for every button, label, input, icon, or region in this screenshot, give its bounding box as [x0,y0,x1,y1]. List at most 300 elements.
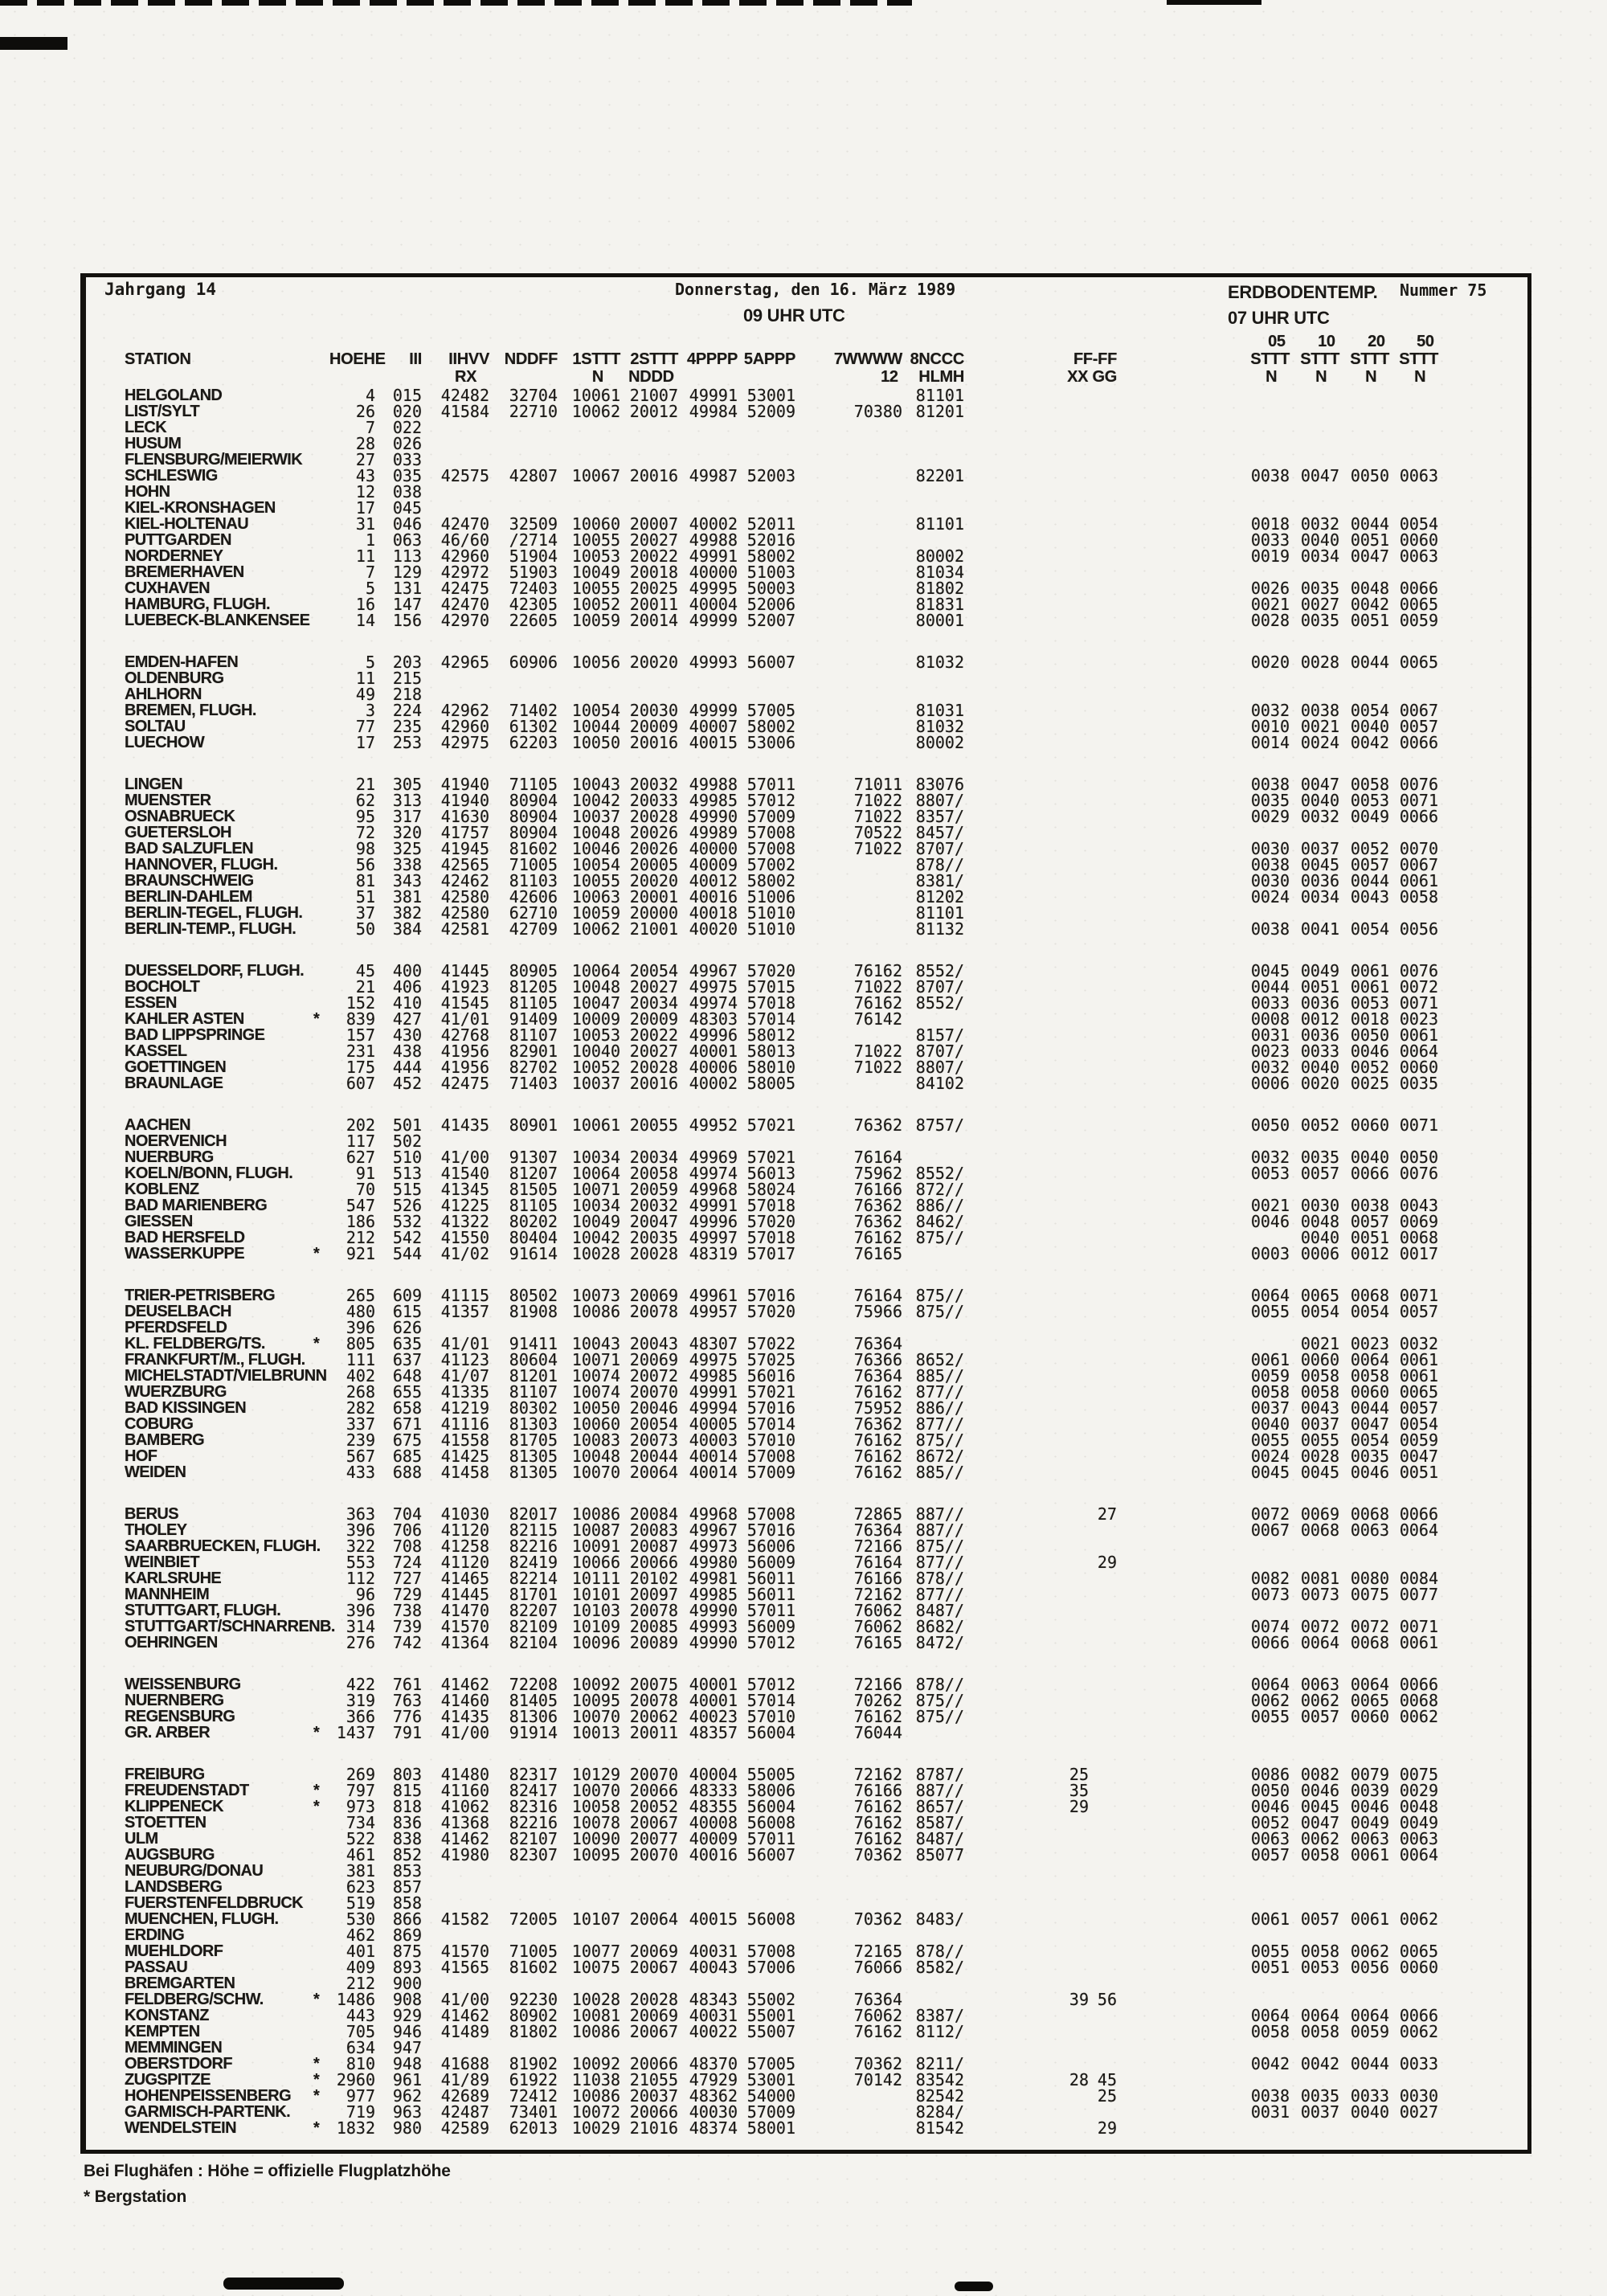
ff-gg-value [1089,1464,1117,1480]
group-2sttt: 20070 [629,1382,678,1402]
group-iihvv: 42475 [440,1074,489,1093]
group-8nccc: 8387/ [915,2006,964,2025]
group-7wwww: 76165 [853,1633,902,1652]
soil-temp-05: 0055 [1250,1707,1290,1726]
station-number: 609 [392,1286,422,1305]
station-height [329,368,375,386]
group-iihvv: 41630 [440,807,489,826]
station-row [80,2072,1527,2088]
ff-xx-value [964,670,1089,686]
soil-temp-10: 0040 [1300,1058,1339,1077]
bergstation-marker [313,1400,329,1416]
station-height: 5 [365,653,375,672]
station-row [80,889,1527,905]
group-5appp: 56011 [746,1585,795,1604]
group-7wwww: 70362 [853,1909,902,1929]
group-1sttt: 10078 [571,1813,620,1832]
group-1sttt: 10042 [571,791,620,810]
group-7wwww [795,500,902,516]
station-height: 21 [355,775,375,794]
ff-xx-value [964,1133,1089,1149]
group-8nccc: 8112/ [915,2022,964,2041]
soil-temp-20: 0053 [1350,791,1389,810]
station-block [80,963,1527,1091]
soil-temp-10 [1290,825,1339,841]
ff-xx-value [964,1676,1089,1692]
group-8nccc: 80002 [915,546,964,566]
station-number: 836 [392,1813,422,1832]
soil-temp-10: 0054 [1300,1302,1339,1321]
soil-temp-50: 0043 [1399,1196,1438,1215]
station-number: 803 [392,1765,422,1784]
ff-gg-value [1089,792,1117,808]
station-height: 433 [346,1463,375,1482]
ff-xx-value [964,1847,1089,1863]
station-number: 045 [392,498,422,518]
station-number: 147 [392,595,422,614]
station-height: 1832 [336,2118,375,2138]
bergstation-marker [313,1059,329,1075]
soil-temp-20: 0053 [1350,993,1389,1013]
group-1sttt: 10028 [571,1990,620,2009]
soil-temp-10: 0035 [1300,611,1339,630]
station-height: 202 [346,1115,375,1135]
group-4pppp: 40023 [689,1707,738,1726]
group-7wwww [795,905,902,921]
group-iihvv: 42960 [440,546,489,566]
station-name: MEMMINGEN [125,2039,223,2057]
group-nddff: 82216 [509,1537,558,1556]
soil-temp-05: 0055 [1250,1942,1290,1961]
ff-xx-value [964,1320,1089,1336]
header-row [80,368,1527,386]
bergstation-marker [313,1304,329,1320]
soil-temp-10: N [1315,368,1339,386]
group-iihvv: 41368 [440,1813,489,1832]
soil-temp-05 [1117,1927,1290,1943]
station-number: 035 [392,466,422,485]
group-iihvv: 41956 [440,1042,489,1061]
group-nddff: 22605 [509,611,558,630]
station-number: 963 [392,2102,422,2122]
group-7wwww [795,1027,902,1043]
station-row [80,2056,1527,2072]
station-name: BERLIN-TEGEL, FLUGH. [125,904,303,922]
bergstation-marker [313,596,329,612]
soil-temp-05: 0052 [1250,1813,1290,1832]
group-7wwww: 76066 [853,1958,902,1977]
group-2sttt: 20018 [629,563,678,582]
group-2sttt: 20028 [629,1058,678,1077]
soil-temp-10 [1290,2120,1339,2136]
group-4pppp: 49990 [689,1633,738,1652]
station-number: 513 [392,1164,422,1183]
ff-xx-value [964,484,1089,500]
group-iihvv: 41688 [440,2054,489,2073]
group-8nccc: 81101 [915,903,964,923]
soil-temp-50: 0069 [1399,1212,1438,1231]
soil-temp-05: 0040 [1250,1414,1290,1434]
bergstation-marker [313,1766,329,1782]
group-1sttt [558,1975,620,1991]
group-iihvv: 41115 [440,1286,489,1305]
group-8nccc: 8707/ [915,1042,964,1061]
group-iihvv [422,2040,489,2056]
soil-temp-10: 0033 [1300,1042,1339,1061]
group-1sttt [558,1895,620,1911]
group-1sttt: 10073 [571,1286,620,1305]
group-7wwww: 76162 [853,1707,902,1726]
ff-gg-value [1089,905,1117,921]
ff-gg-value [1089,1799,1117,1815]
group-2sttt: 20066 [629,1553,678,1572]
group-4pppp: 49984 [689,402,738,421]
soil-temp-05: 0042 [1250,2054,1290,2073]
station-number: 739 [392,1617,422,1636]
group-4pppp: 40015 [689,1909,738,1929]
soil-temp-10: 0012 [1300,1009,1339,1029]
station-height: 553 [346,1553,375,1572]
group-1sttt: 10086 [571,2086,620,2106]
group-8nccc: 8472/ [915,1633,964,1652]
group-1sttt: 10013 [571,1723,620,1742]
soil-temp-05: 0067 [1250,1520,1290,1540]
ff-gg-value [1089,1287,1117,1304]
bergstation-marker [313,1815,329,1831]
soil-temp-20: N [1365,368,1389,386]
ff-gg-value [1089,670,1117,686]
ff-gg-value [1089,776,1117,792]
group-nddff: 81303 [509,1414,558,1434]
station-row [80,1766,1527,1782]
station-height: 62 [355,791,375,810]
group-4pppp: 48319 [689,1244,738,1263]
bergstation-marker [313,702,329,718]
station-height: 547 [346,1196,375,1215]
soil-temp-20: 0044 [1350,2054,1389,2073]
station-name: KARLSRUHE [125,1570,222,1587]
station-number: 224 [392,701,422,720]
group-7wwww: 72166 [853,1537,902,1556]
group-nddff: 81305 [509,1463,558,1482]
group-iihvv: 41940 [440,775,489,794]
soil-temp-50 [1389,905,1438,921]
ff-xx-value [964,1230,1089,1246]
ff-xx-value [964,1554,1089,1570]
station-number: 729 [392,1585,422,1604]
group-2sttt: 20087 [629,1537,678,1556]
station-row [80,1133,1527,1149]
soil-temp-20 [1339,905,1389,921]
ff-xx-value [964,905,1089,921]
ff-xx-value: 28 [1069,2070,1089,2089]
group-1sttt: 10061 [571,386,620,405]
bergstation-marker: * [313,1010,320,1028]
soil-temp-50: 0072 [1399,977,1438,997]
station-name: NEUBURG/DONAU [125,1862,264,1880]
group-nddff: 62710 [509,903,558,923]
station-name: MUEHLDORF [125,1942,223,1960]
group-1sttt: 10043 [571,775,620,794]
bergstation-marker [313,995,329,1011]
station-height: 31 [355,514,375,534]
group-4pppp: 40001 [689,1675,738,1694]
group-7wwww: 76164 [853,1553,902,1572]
station-number [375,368,422,386]
bergstation-marker [313,1368,329,1384]
group-8nccc [902,1927,964,1943]
group-2sttt: 20032 [629,1196,678,1215]
group-nddff: 81305 [509,1447,558,1466]
ff-xx-value [964,1863,1089,1879]
soil-temp-10: 0072 [1300,1617,1339,1636]
group-4pppp: 40000 [689,563,738,582]
group-8nccc: 886// [915,1398,964,1418]
group-iihvv: 41470 [440,1601,489,1620]
soil-temp-50: 0061 [1399,1366,1438,1385]
ff-gg-value [1089,1895,1117,1911]
station-number: 815 [392,1781,422,1800]
station-row [80,484,1527,500]
group-1sttt [558,686,620,702]
group-8nccc: 8807/ [915,1058,964,1077]
group-nddff [489,1879,558,1895]
station-height: 396 [346,1601,375,1620]
soil-temp-10: 0058 [1300,1366,1339,1385]
group-4pppp: 40043 [689,1958,738,1977]
group-1sttt: 10107 [571,1909,620,1929]
ff-gg-value [1089,702,1117,718]
group-8nccc: 877// [915,1585,964,1604]
soil-temp-50: 0033 [1399,2054,1438,2073]
soil-temp-20: 0046 [1350,1797,1389,1816]
group-nddff: 81701 [509,1585,558,1604]
ff-gg-value [1089,1075,1117,1091]
station-number: 444 [392,1058,422,1077]
station-row [80,532,1527,548]
station-name: HOHN [125,483,170,501]
soil-temp-20: STTT [1350,350,1389,368]
group-7wwww [795,735,902,751]
station-height: 231 [346,1042,375,1061]
station-number: 515 [392,1180,422,1199]
group-5appp: 57009 [746,807,795,826]
group-8nccc: 83542 [915,2070,964,2089]
group-4pppp: 40004 [689,1765,738,1784]
station-number: 838 [392,1829,422,1848]
ff-gg-value [1089,995,1117,1011]
group-1sttt: 10064 [571,1164,620,1183]
station-number: 501 [392,1115,422,1135]
station-row [80,1586,1527,1602]
soil-temp-10: 0057 [1300,1707,1339,1726]
bergstation-marker: * [313,1991,320,2008]
ff-gg-value [1089,516,1117,532]
group-7wwww [795,333,902,350]
ff-xx-value [964,1246,1089,1262]
station-number: 382 [392,903,422,923]
station-name: BREMERHAVEN [125,563,244,581]
group-7wwww: 70380 [853,402,902,421]
group-4pppp: 48357 [689,1723,738,1742]
group-nddff: 81902 [509,2054,558,2073]
station-height: 7 [365,418,375,437]
soil-temp-05: 0086 [1250,1765,1290,1784]
ff-gg-value [1089,1692,1117,1709]
group-1sttt: 10109 [571,1617,620,1636]
station-row [80,1246,1527,1262]
bergstation-marker [313,403,329,420]
station-name: KIEL-KRONSHAGEN [125,499,276,517]
group-iihvv: 41/01 [440,1009,489,1029]
group-iihvv: 41445 [440,1585,489,1604]
group-1sttt: 10070 [571,1463,620,1482]
group-8nccc: 81831 [915,595,964,614]
ff-gg-value [1089,1766,1117,1782]
group-nddff: 81705 [509,1430,558,1450]
group-nddff: 81505 [509,1180,558,1199]
soil-temp-20: 0054 [1350,1430,1389,1450]
soil-temp-20: 0033 [1350,2086,1389,2106]
soil-temp-05: 0046 [1250,1797,1290,1816]
group-8nccc: 8552/ [915,1164,964,1183]
station-number: 320 [392,823,422,842]
group-nddff [489,1320,558,1336]
station-height: 239 [346,1430,375,1450]
ff-xx-value [964,596,1089,612]
group-2sttt: 20062 [629,1707,678,1726]
group-7wwww [795,596,902,612]
station-row [80,516,1527,532]
ff-gg-value [1089,2104,1117,2120]
group-iihvv [422,1975,489,1991]
group-nddff: 81105 [509,1196,558,1215]
station-number: 215 [392,669,422,688]
ff-xx-value [964,1506,1089,1522]
station-name: REGENSBURG [125,1708,235,1725]
group-4pppp: 49988 [689,775,738,794]
group-iihvv: 46/60 [440,530,489,550]
soil-temp-20: 0060 [1350,1115,1389,1135]
station-name: MUENSTER [125,792,211,809]
station-number: 218 [392,685,422,704]
soil-temp-10 [1290,686,1339,702]
station-height: 70 [355,1180,375,1199]
station-height: 152 [346,993,375,1013]
group-nddff: 82216 [509,1813,558,1832]
group-2sttt [620,1975,678,1991]
ff-gg-value [1089,1522,1117,1538]
soil-temp-50: 50 [1417,333,1438,350]
soil-temp-50: 0066 [1399,807,1438,826]
station-number: 818 [392,1797,422,1816]
group-iihvv: 42575 [440,466,489,485]
station-name: MANNHEIM [125,1586,210,1603]
station-row [80,792,1527,808]
bergstation-marker [313,387,329,403]
group-iihvv: RX [455,368,489,386]
group-5appp: 56004 [746,1797,795,1816]
group-nddff [489,2040,558,2056]
group-1sttt: 10090 [571,1829,620,1848]
group-4pppp [678,368,738,386]
soil-temp-20: 0047 [1350,1414,1389,1434]
soil-temp-10: 0020 [1300,1074,1339,1093]
group-7wwww: 76166 [853,1180,902,1199]
station-name: GR. ARBER [125,1724,211,1741]
soil-temp-20 [1339,420,1389,436]
soil-temp-05: 0031 [1250,1025,1290,1045]
station-height: 282 [346,1398,375,1418]
group-7wwww: 76062 [853,2006,902,2025]
station-row [80,735,1527,751]
group-4pppp: 40007 [689,717,738,736]
group-iihvv: 42768 [440,1025,489,1045]
group-4pppp: 40000 [689,839,738,858]
group-5appp [738,686,795,702]
ff-xx-value [964,718,1089,735]
ff-xx-value [964,654,1089,670]
group-8nccc [902,484,964,500]
group-7wwww: 76364 [853,1990,902,2009]
group-2sttt [620,686,678,702]
group-iihvv: 41570 [440,1617,489,1636]
ff-gg-value [1089,532,1117,548]
group-7wwww: 75952 [853,1398,902,1418]
station-height: 26 [355,402,375,421]
soil-temp-20 [1339,2120,1389,2136]
soil-temp-50 [1389,1602,1438,1619]
group-nddff [489,1863,558,1879]
group-8nccc: 8757/ [915,1115,964,1135]
ff-xx-value [964,468,1089,484]
station-row [80,1725,1527,1741]
soil-temp-10 [1290,670,1339,686]
group-nddff: 61302 [509,717,558,736]
group-2sttt: 20073 [629,1430,678,1450]
soil-temp-50: 0076 [1399,775,1438,794]
group-7wwww: 76364 [853,1334,902,1353]
bergstation-marker [313,1676,329,1692]
station-row [80,1117,1527,1133]
group-8nccc: 877// [915,1553,964,1572]
ff-gg-value [1089,1782,1117,1799]
soil-temp-10: 0058 [1300,1942,1339,1961]
soil-temp-50 [1389,1538,1438,1554]
station-number: 384 [392,919,422,939]
ff-gg-value [1089,596,1117,612]
soil-temp-50: 0035 [1399,1074,1438,1093]
soil-temp-50 [1389,1725,1438,1741]
ff-gg-value [1089,403,1117,420]
ff-gg-value [1089,857,1117,873]
group-8nccc: 84102 [915,1074,964,1093]
group-5appp: 57016 [746,1398,795,1418]
group-4pppp [678,436,738,452]
group-7wwww: 71022 [853,807,902,826]
group-1sttt: 10048 [571,1447,620,1466]
group-nddff: 62013 [509,2118,558,2138]
ff-xx-value [964,532,1089,548]
group-iihvv: 41/07 [440,1366,489,1385]
group-8nccc: 81032 [915,717,964,736]
station-row [80,420,1527,436]
group-2sttt: 20044 [629,1447,678,1466]
station-height: 98 [355,839,375,858]
ff-gg-value [1089,2040,1117,2056]
ff-gg-value [1089,1586,1117,1602]
group-iihvv: 41364 [440,1633,489,1652]
